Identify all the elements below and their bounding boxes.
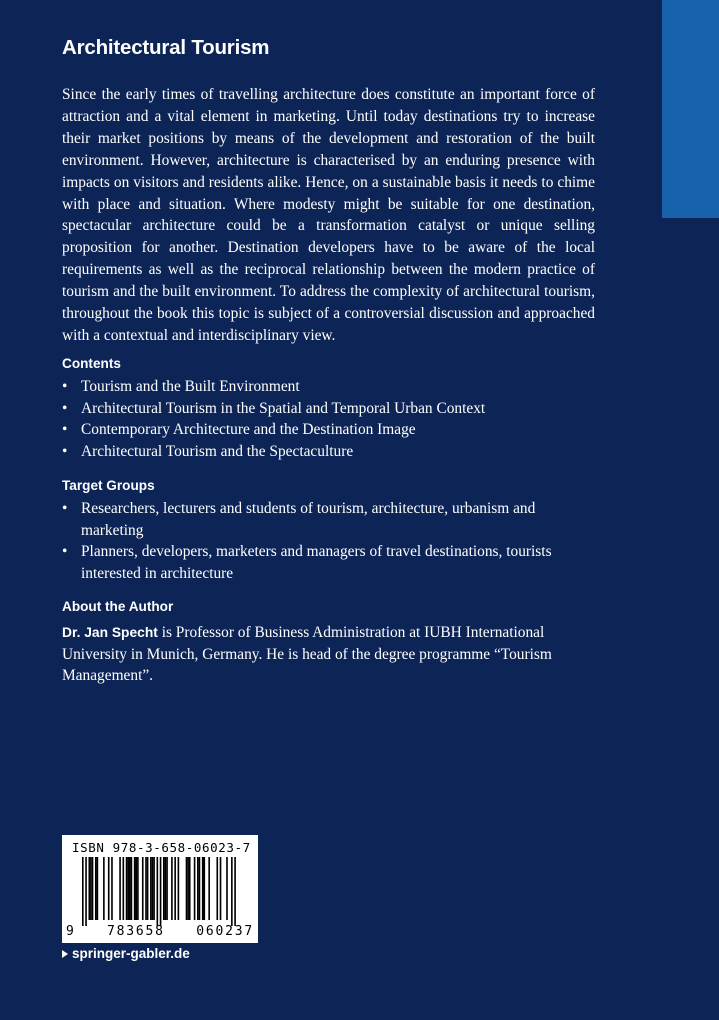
ean-digit-group: 783658 (107, 924, 165, 939)
barcode-bar (226, 857, 228, 920)
barcode-bar (186, 857, 188, 920)
barcode-bar (90, 857, 92, 920)
author-name: Dr. Jan Specht (62, 625, 158, 640)
author-bio-text: is Professor of Business Administration at IUBH International University in Munich, Germany. He is head of the degree programme “Tourism Management”. (62, 624, 552, 685)
author-bio (62, 622, 602, 687)
barcode-bar (88, 857, 90, 920)
barcode-bar (95, 857, 97, 920)
arrow-right-icon (62, 950, 68, 958)
list-item: • Architectural Tourism in the Spatial and Temporal Urban Context (62, 398, 602, 420)
barcode-bar (111, 857, 113, 920)
barcode-bar (216, 857, 218, 920)
barcode-bar (134, 857, 136, 920)
barcode-bar (145, 857, 147, 920)
about-author-heading: About the Author (62, 599, 174, 614)
barcode-bar (208, 857, 210, 920)
bullet-icon: • (62, 378, 68, 395)
barcode-bar (165, 857, 167, 920)
bullet-icon: • (62, 543, 68, 561)
barcode-bar (152, 857, 154, 920)
barcode-bar (97, 857, 99, 920)
barcode-bar (231, 857, 233, 926)
barcode-bar (189, 857, 191, 920)
ean-digits (66, 924, 254, 939)
barcode-bar (92, 857, 94, 920)
barcode-bar (123, 857, 125, 920)
barcode-bar (119, 857, 121, 920)
barcode-bar (108, 857, 110, 920)
barcode-bar (147, 857, 149, 920)
barcode-bar (202, 857, 204, 920)
barcode-bar (85, 857, 87, 926)
ean-digit-group: 060237 (196, 924, 254, 939)
barcode-bar (127, 857, 129, 920)
barcode-bar (150, 857, 152, 920)
barcode-bar (187, 857, 189, 920)
bullet-icon: • (62, 421, 68, 439)
list-item: • Planners, developers, marketers and managers of travel destinations, tourists interested in architecture (62, 543, 552, 583)
target-groups-list (62, 498, 567, 585)
barcode-bar (234, 857, 236, 926)
barcode-bar (126, 857, 128, 920)
barcode-bar (220, 857, 222, 920)
barcode (62, 835, 258, 943)
barcode-bar (199, 857, 201, 920)
barcode-bar (163, 857, 165, 920)
target-groups-heading: Target Groups (62, 478, 155, 493)
bullet-icon: • (62, 399, 68, 417)
list-item: • Tourism and the Built Environment (62, 376, 602, 398)
list-item: • Architectural Tourism and the Spectaculture (62, 441, 602, 463)
barcode-bar (194, 857, 196, 920)
barcode-bar (153, 857, 155, 920)
barcode-bar (166, 857, 168, 920)
book-title: Architectural Tourism (62, 36, 270, 59)
barcode-bar (129, 857, 131, 920)
barcode-bar (142, 857, 144, 920)
barcode-bar (174, 857, 176, 920)
barcode-bar (137, 857, 139, 920)
barcode-bar (157, 857, 159, 926)
list-item: • Contemporary Architecture and the Destination Image (62, 419, 602, 441)
barcode-bar (82, 857, 84, 926)
contents-list (62, 376, 602, 463)
isbn-text: ISBN 978-3-658-06023-7 (72, 840, 251, 855)
barcode-bar (103, 857, 105, 920)
accent-bar (662, 0, 719, 218)
ean-digit-group: 9 (66, 924, 76, 939)
list-item: • Researchers, lecturers and students of tourism, architecture, urbanism and marketing (62, 500, 536, 539)
publisher-link[interactable] (62, 946, 190, 961)
barcode-bar (131, 857, 133, 920)
barcode-bar (160, 857, 162, 926)
bullet-icon: • (62, 500, 68, 517)
barcode-bar (178, 857, 180, 920)
barcode-bar (204, 857, 206, 920)
publisher-url[interactable]: springer-gabler.de (72, 946, 190, 961)
barcode-bar (135, 857, 137, 920)
contents-heading: Contents (62, 356, 121, 371)
barcode-bar (171, 857, 173, 920)
blurb-paragraph: Since the early times of travelling architecture does constitute an important force of attraction and a vital element in marketing. Until today destinations try to increase their market positions by means of the development and restoration of the built environment. However, architecture is characterised by an enduring presence with impacts on visitors and residents alike. Hence, on a sustainable basis it needs to chime with place and situation. Where modesty might be suitable for one destination, spectacular architecture could be a transformation catalyst or unique selling proposition for another. Destination developers have to be aware of the local requirements as well as the reciprocal relationship between the modern practice of tourism and the built environment. To address the complexity of architectural tourism, throughout the book this topic is subject of a controversial discussion and approached with a contextual and interdisciplinary view. (62, 86, 595, 344)
bullet-icon: • (62, 443, 68, 461)
barcode-bar (197, 857, 199, 920)
